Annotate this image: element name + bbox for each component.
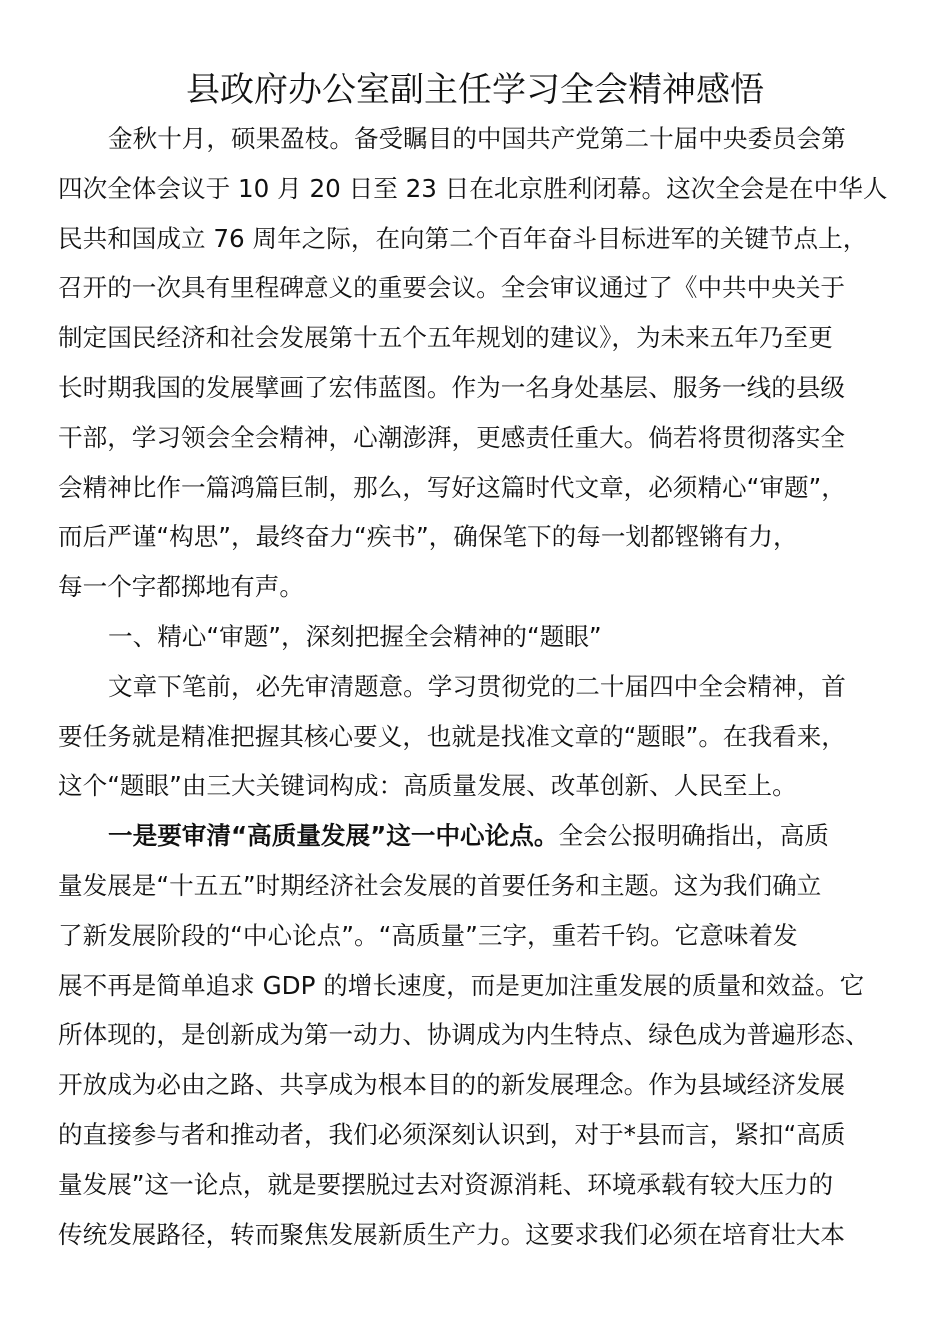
text-line: 了新发展阶段的“中心论点”。“高质量”三字，重若千钧。它意味着发 [58, 920, 798, 950]
text-line: 制定国民经济和社会发展第十五个五年规划的建议》，为未来五年乃至更 [58, 323, 833, 353]
paragraph-intro [58, 114, 900, 612]
text-line: 民共和国成立 76 周年之际，在向第二个百年奋斗目标进军的关键节点上， [58, 223, 868, 253]
document-body [58, 114, 900, 1259]
text-line: 召开的一次具有里程碑意义的重要会议。全会审议通过了《中共中央关于 [58, 273, 846, 303]
text-line: 要任务就是精准把握其核心要义，也就是找准文章的“题眼”。在我看来， [58, 721, 846, 751]
document-title: 县政府办公室副主任学习全会精神感悟 [186, 70, 764, 110]
text-line: 量发展是“十五五”时期经济社会发展的首要任务和主题。这为我们确立 [58, 870, 822, 900]
text-line: 量发展”这一论点，就是要摆脱过去对资源消耗、环境承载有较大压力的 [58, 1169, 834, 1199]
text-line: 会精神比作一篇鸿篇巨制，那么，写好这篇时代文章，必须精心“审题”， [58, 472, 846, 502]
text-run: 全会公报明确指出，高质 [558, 821, 829, 851]
paragraph-theme [58, 662, 900, 811]
text-line: 而后严谨“构思”，最终奋力“疾书”，确保笔下的每一划都铿锵有力， [58, 522, 798, 552]
text-line: 开放成为必由之路、共享成为根本目的的新发展理念。作为县域经济发展 [58, 1070, 846, 1100]
text-line: 所体现的，是创新成为第一动力、协调成为内生特点、绿色成为普遍形态、 [58, 1020, 870, 1050]
text-line: 展不再是简单追求 GDP 的增长速度，而是更加注重发展的质量和效益。它 [58, 970, 865, 1000]
text-line: 四次全体会议于 10 月 20 日至 23 日在北京胜利闭幕。这次全会是在中华人 [58, 173, 888, 203]
text-line [58, 811, 900, 861]
text-line: 的直接参与者和推动者，我们必须深刻认识到，对于*县而言，紧扣“高质 [58, 1119, 846, 1149]
text-line: 金秋十月，硕果盈枝。备受瞩目的中国共产党第二十届中央委员会第 [108, 124, 846, 153]
text-line: 干部，学习领会全会精神，心潮澎湃，更感责任重大。倘若将贯彻落实全 [58, 422, 846, 452]
bold-lead: 一是要审清“高质量发展”这一中心论点。 [108, 821, 559, 851]
text-line: 传统发展路径，转而聚焦发展新质生产力。这要求我们必须在培育壮大本 [58, 1219, 846, 1249]
text-line: 文章下笔前，必先审清题意。学习贯彻党的二十届四中全会精神，首 [108, 671, 846, 701]
text-line: 这个“题眼”由三大关键词构成：高质量发展、改革创新、人民至上。 [58, 771, 797, 801]
paragraph-high-quality [58, 811, 900, 1259]
section-heading-1: 一、精心“审题”，深刻把握全会精神的“题眼” [108, 621, 602, 651]
text-line: 长时期我国的发展擘画了宏伟蓝图。作为一名身处基层、服务一线的县级 [58, 372, 846, 402]
text-line: 每一个字都掷地有声。 [58, 572, 304, 602]
